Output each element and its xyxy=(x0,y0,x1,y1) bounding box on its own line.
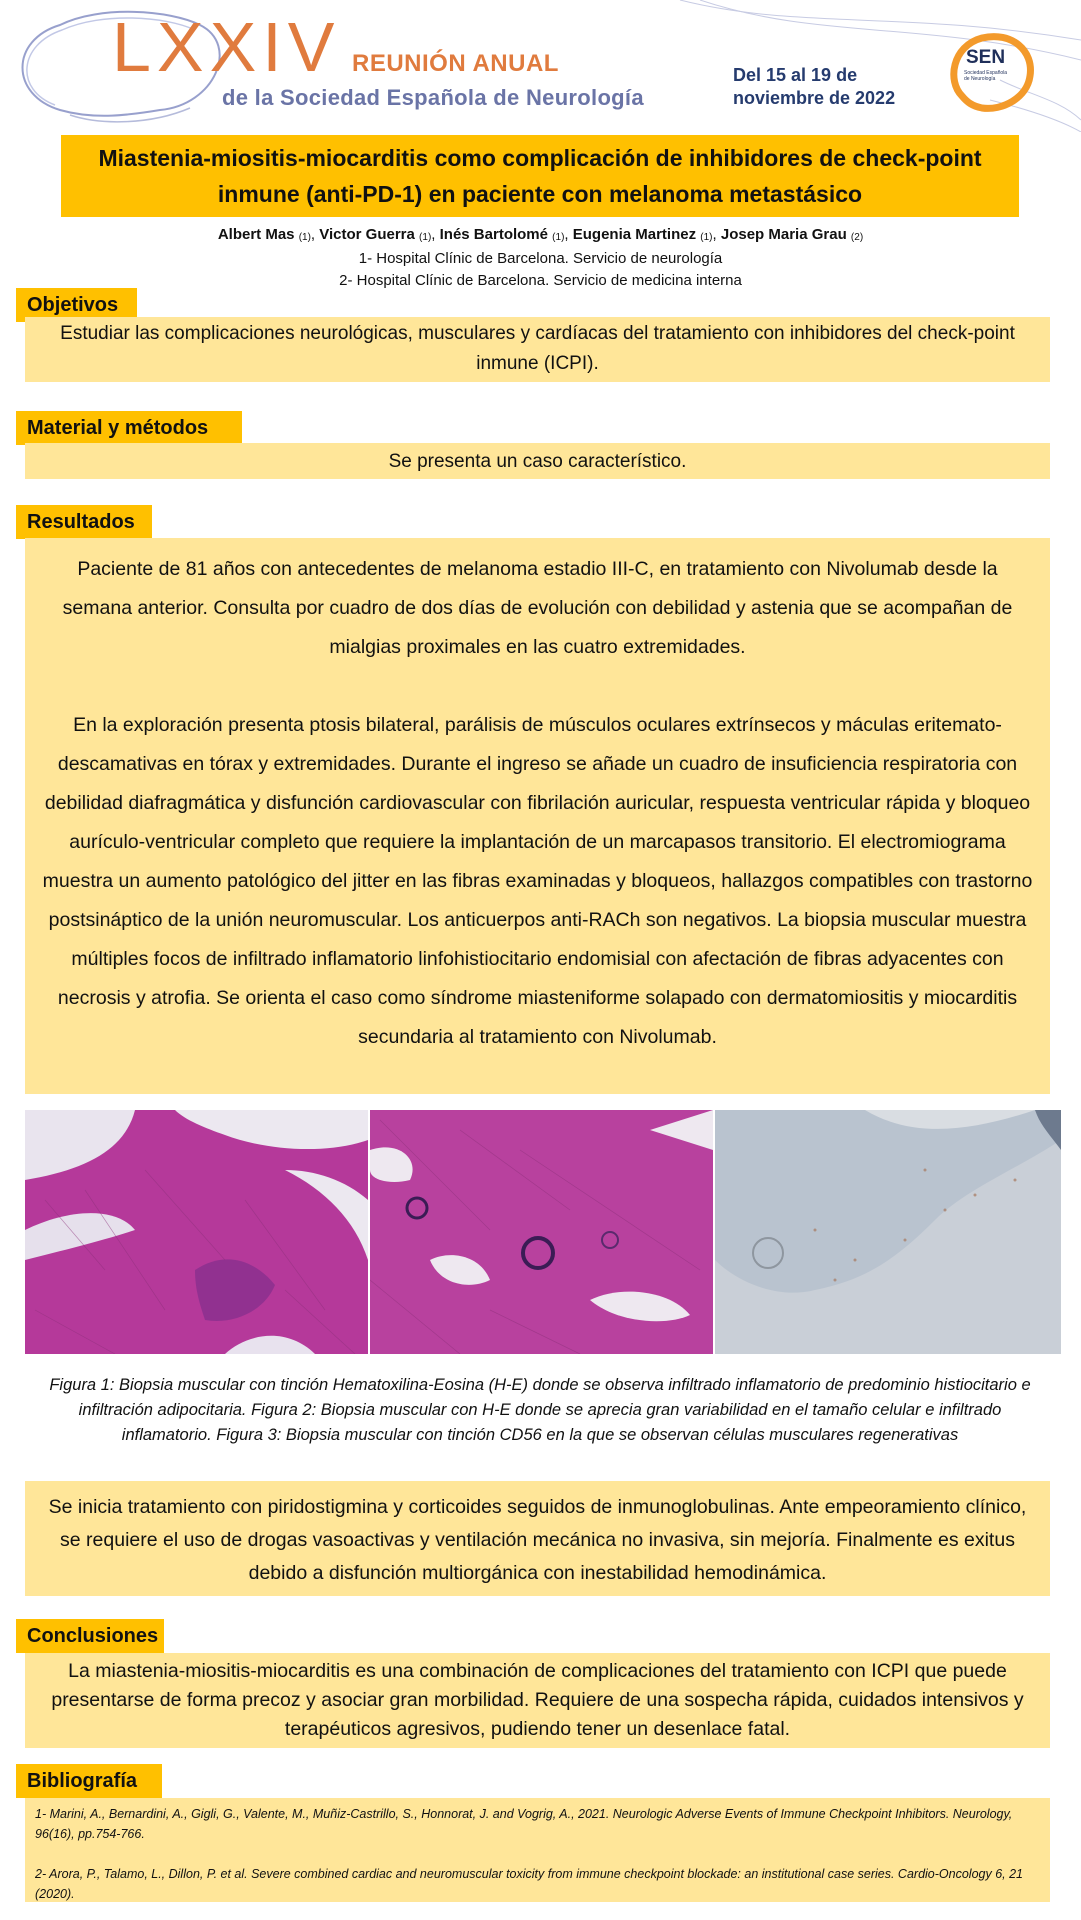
author-affiliation: (1) xyxy=(552,232,565,243)
resultados-paragraph-3: Se inicia tratamiento con piridostigmina y corticoides seguidos de inmunoglobulinas. Ante empeoramiento clínico, se requiere el uso de drogas vasoactivas y ventilación mecánica no invasiva, sin mejoría. Finalmente es exitus debido a disfunción multiorgánica con inestabilidad hemodinámica. xyxy=(25,1481,1050,1596)
poster-header xyxy=(0,0,1081,132)
section-label-objetivos: Objetivos xyxy=(16,288,137,322)
reference-1: 1- Marini, A., Bernardini, A., Gigli, G., Valente, M., Muñiz-Castrillo, S., Honnorat, J. and Vogrig, A., 2021. Neurologic Adverse Events of Immune Checkpoint Inhibitors. Neurology, 96(16), pp.754-766. xyxy=(35,1807,1013,1841)
authors-block xyxy=(0,224,1081,292)
material-text: Se presenta un caso característico. xyxy=(25,443,1050,479)
figure-caption: Figura 1: Biopsia muscular con tinción Hematoxilina-Eosina (H-E) donde se observa infiltrado inflamatorio de predominio histiocitario e infiltración adipocitaria. Figura 2: Biopsia muscular con H-E donde se aprecia gran variabilidad en el tamaño celular e infiltrado inflamatorio. Figura 3: Biopsia muscular con tinción CD56 en la que se observan células musculares regenerativas xyxy=(49,1376,1031,1444)
resultados-box xyxy=(25,538,1050,1094)
section-label-material: Material y métodos xyxy=(16,411,242,445)
meeting-title: REUNIÓN ANUAL xyxy=(352,50,559,77)
author-list: Albert Mas $_{(1)}$, Victor Guerra $_{(1)}$, Inés Bartolomé $_{(1)}$, Eugenia Martinez $_{(1)}$, Josep Maria Grau $_{(2)}$ xyxy=(217,226,864,243)
objetivos-text: Estudiar las complicaciones neurológicas, musculares y cardíacas del tratamiento con inhibidores del check-point inmune (ICPI). xyxy=(25,317,1050,382)
figure-1-he-biopsy-image xyxy=(25,1110,368,1354)
author-affiliation: (1) xyxy=(700,232,713,243)
edition-numeral: LXXIV xyxy=(112,8,341,86)
society-name: de la Sociedad Española de Neurología xyxy=(222,85,644,110)
dates-line-2: noviembre de 2022 xyxy=(733,88,896,108)
paragraph-spacer xyxy=(41,667,1034,706)
sen-logo-subtext: Sociedad Española de Neurología xyxy=(964,70,1008,82)
bibliografia-box xyxy=(25,1798,1050,1902)
figure-2-he-biopsy-image xyxy=(370,1110,713,1354)
author-name: Victor Guerra xyxy=(319,226,415,243)
sen-logo-text: SEN xyxy=(966,47,1006,68)
resultados-paragraph-2: En la exploración presenta ptosis bilateral, parálisis de músculos oculares extrínsecos y máculas eritemato-descamativas en tórax y extremidades. Durante el ingreso se añade un cuadro de insuficiencia respiratoria con debilidad diafragmática y disfunción cardiovascular con fibrilación auricular, respuesta ventricular rápida y bloqueo aurículo-ventricular completo que requiere la implantación de un marcapasos transitorio. El electromiograma muestra un aumento patológico del jitter en las fibras examinadas y bloqueos, hallazgos compatibles con trastorno postsináptico de la unión neuromuscular. Los anticuerpos anti-RACh son negativos. La biopsia muscular muestra múltiples focos de infiltrado inflamatorio linfohistiocitario endomisial con afectación de fibras adyacentes con necrosis y atrofia. Se orienta el caso como síndrome miasteniforme solapado con dermatomiositis y miocarditis secundaria al tratamiento con Nivolumab. xyxy=(42,714,1033,1048)
figure-3-cd56-biopsy-image xyxy=(715,1110,1061,1354)
section-label-bibliografia: Bibliografía xyxy=(16,1764,162,1798)
author-affiliation: (1) xyxy=(419,232,432,243)
author-name: Eugenia Martinez xyxy=(572,226,697,243)
author-name: Albert Mas xyxy=(217,226,295,243)
author-affiliation: (2) xyxy=(850,232,864,243)
poster-title-box xyxy=(61,135,1019,217)
affiliation-1: 1- Hospital Clínic de Barcelona. Servicio de neurología xyxy=(358,250,723,267)
section-label-conclusiones: Conclusiones xyxy=(16,1619,164,1653)
author-name: Josep Maria Grau xyxy=(720,226,847,243)
poster-title: Miastenia-miositis-miocarditis como complicación de inhibidores de check-point inmune (anti-PD-1) en paciente con melanoma metastásico xyxy=(98,145,982,207)
conclusiones-text: La miastenia-miositis-miocarditis es una combinación de complicaciones del tratamiento con ICPI que puede presentarse de forma precoz y asociar gran morbilidad. Requiere de una sospecha rápida, cuidados intensivos y terapéuticos agresivos, pudiendo tener un desenlace fatal. xyxy=(25,1653,1050,1748)
author-affiliation: (1) xyxy=(298,232,311,243)
affiliation-2: 2- Hospital Clínic de Barcelona. Servicio de medicina interna xyxy=(339,272,742,289)
dates-line-1: Del 15 al 19 de xyxy=(733,65,858,85)
biopsy-figures xyxy=(25,1110,1061,1354)
resultados-paragraph-1: Paciente de 81 años con antecedentes de melanoma estadio III-C, en tratamiento con Nivolumab desde la semana anterior. Consulta por cuadro de dos días de evolución con debilidad y astenia que se acompañan de mialgias proximales en las cuatro extremidades. xyxy=(62,558,1013,658)
reference-spacer xyxy=(35,1844,1040,1864)
event-dates xyxy=(733,64,895,110)
reference-2: 2- Arora, P., Talamo, L., Dillon, P. et al. Severe combined cardiac and neuromuscular toxicity from immune checkpoint blockade: an institutional case series. Cardio-Oncology 6, 21 (2020). xyxy=(35,1867,1023,1901)
section-label-resultados: Resultados xyxy=(16,505,152,539)
author-name: Inés Bartolomé xyxy=(439,226,548,243)
